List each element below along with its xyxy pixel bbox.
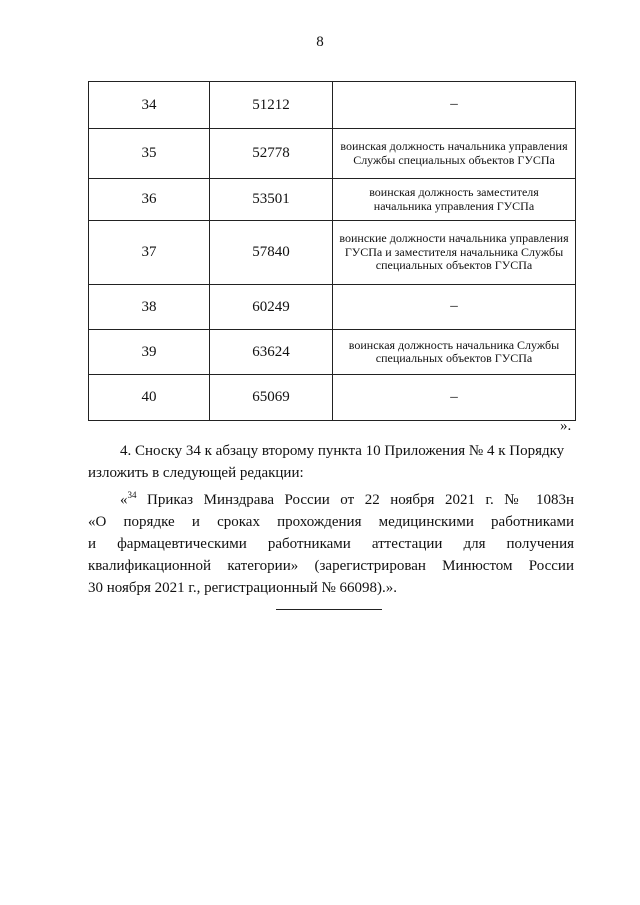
paragraph-line bbox=[88, 484, 574, 511]
paragraph-line: 30 ноября 2021 г., регистрационный № 66098).». bbox=[88, 580, 398, 596]
row-description: воинская должность начальника управления Службы специальных объектов ГУСПа bbox=[333, 129, 576, 179]
paragraph-line: квалификационной категории» (зарегистрирован Минюстом России bbox=[88, 558, 574, 574]
table-closing-quote: ». bbox=[560, 418, 572, 434]
row-number: 37 bbox=[89, 221, 210, 285]
row-number: 38 bbox=[89, 285, 210, 330]
row-description: воинские должности начальника управления ГУСПа и заместителя начальника Службы специальных объектов ГУСПа bbox=[333, 221, 576, 285]
paragraph-line-text: Приказ Минздрава России от 22 ноября 2021 г. № 1083н bbox=[136, 492, 574, 508]
quote-open: « bbox=[120, 492, 128, 508]
row-code: 60249 bbox=[210, 285, 333, 330]
row-number: 40 bbox=[89, 375, 210, 421]
row-code: 52778 bbox=[210, 129, 333, 179]
row-description: – bbox=[333, 375, 576, 421]
row-number: 36 bbox=[89, 179, 210, 221]
row-description: воинская должность начальника Службы специальных объектов ГУСПа bbox=[333, 330, 576, 375]
row-description: – bbox=[333, 82, 576, 129]
paragraph-line: и фармацевтическими работниками аттестации для получения bbox=[88, 536, 574, 552]
row-description: – bbox=[333, 285, 576, 330]
table-row bbox=[89, 375, 576, 421]
footer-divider bbox=[276, 609, 382, 610]
row-code: 53501 bbox=[210, 179, 333, 221]
row-code: 51212 bbox=[210, 82, 333, 129]
table-row bbox=[89, 82, 576, 129]
table-row bbox=[89, 221, 576, 285]
paragraph-line: изложить в следующей редакции: bbox=[88, 465, 304, 481]
row-code: 65069 bbox=[210, 375, 333, 421]
row-number: 39 bbox=[89, 330, 210, 375]
table-row bbox=[89, 179, 576, 221]
table-row bbox=[89, 330, 576, 375]
row-code: 57840 bbox=[210, 221, 333, 285]
row-description: воинская должность заместителя начальника управления ГУСПа bbox=[333, 179, 576, 221]
amendment-text bbox=[88, 440, 574, 599]
page-number: 8 bbox=[316, 34, 324, 50]
table-row bbox=[89, 285, 576, 330]
row-number: 35 bbox=[89, 129, 210, 179]
paragraph-line: «О порядке и сроках прохождения медицинскими работниками bbox=[88, 514, 574, 530]
paragraph-line: 4. Сноску 34 к абзацу второму пункта 10 Приложения № 4 к Порядку bbox=[120, 443, 565, 459]
row-code: 63624 bbox=[210, 330, 333, 375]
row-number: 34 bbox=[89, 82, 210, 129]
table-row bbox=[89, 129, 576, 179]
footnote-reference: 34 bbox=[127, 490, 137, 500]
positions-table bbox=[88, 81, 576, 421]
